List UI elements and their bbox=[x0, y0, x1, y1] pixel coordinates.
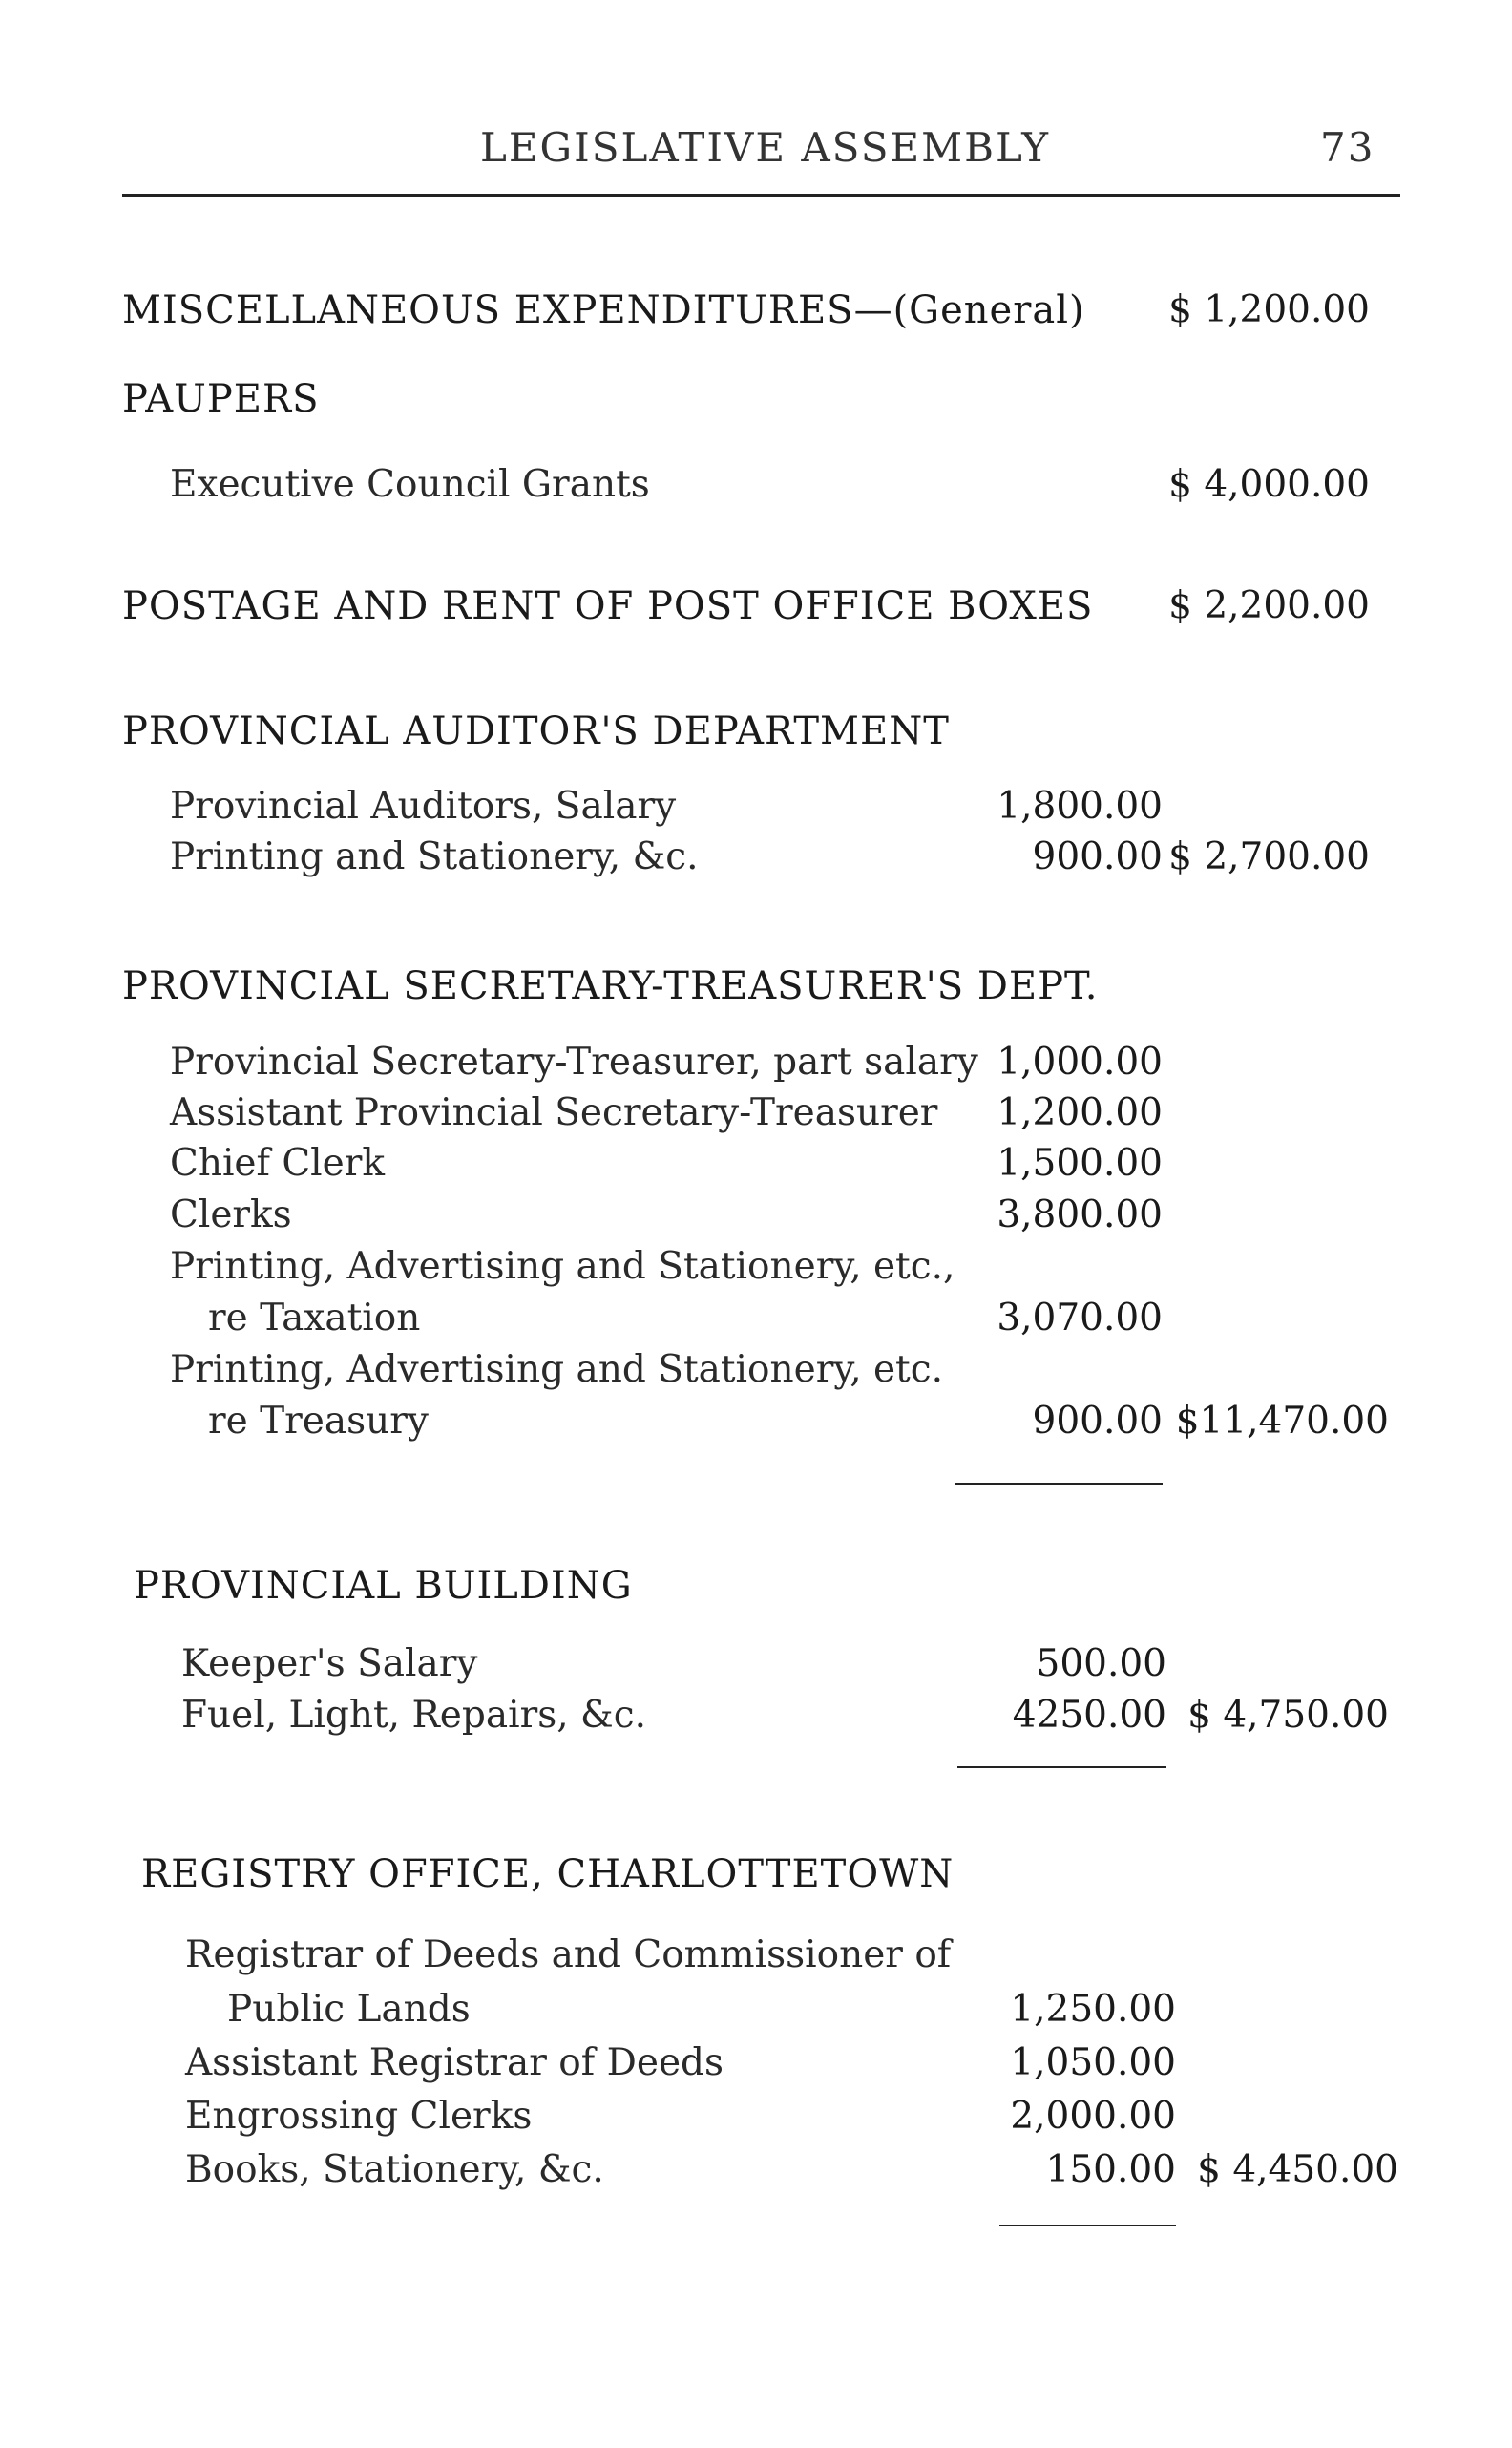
section-title-registry: REGISTRY OFFICE, CHARLOTTETOWN bbox=[141, 1852, 955, 1896]
section-total-postage: $ 2,200.00 bbox=[1168, 584, 1370, 627]
item-label: Keeper's Salary bbox=[181, 1642, 478, 1685]
item-label: Engrossing Clerks bbox=[185, 2095, 533, 2138]
item-label: Chief Clerk bbox=[170, 1142, 386, 1185]
item-label: Assistant Registrar of Deeds bbox=[185, 2041, 724, 2084]
item-continuation: re Taxation bbox=[208, 1297, 421, 1340]
item-amount: 1,000.00 bbox=[997, 1041, 1163, 1084]
item-label: Registrar of Deeds and Commissioner of bbox=[185, 1933, 952, 1976]
subtotal-rule bbox=[955, 1483, 1163, 1485]
section-title-paupers: PAUPERS bbox=[122, 377, 320, 421]
item-label: Books, Stationery, &c. bbox=[185, 2148, 604, 2191]
item-label: Printing, Advertising and Stationery, etc., bbox=[170, 1245, 956, 1288]
section-total-auditor: $ 2,700.00 bbox=[1168, 835, 1370, 878]
item-label: Printing, Advertising and Stationery, etc. bbox=[170, 1348, 943, 1391]
subtotal-rule bbox=[999, 2225, 1176, 2226]
section-total-miscellaneous: $ 1,200.00 bbox=[1168, 288, 1370, 331]
item-continuation: Public Lands bbox=[227, 1988, 471, 2031]
item-label: Fuel, Light, Repairs, &c. bbox=[181, 1694, 646, 1737]
item-amount: 900.00 bbox=[1032, 1400, 1163, 1443]
item-amount: 1,800.00 bbox=[997, 785, 1163, 828]
section-title-miscellaneous: MISCELLANEOUS EXPENDITURES—(General) bbox=[122, 288, 1085, 332]
section-title-postage: POSTAGE AND RENT OF POST OFFICE BOXES bbox=[122, 584, 1094, 628]
item-label: Assistant Provincial Secretary-Treasurer bbox=[170, 1091, 938, 1134]
item-amount: 1,500.00 bbox=[997, 1142, 1163, 1185]
item-amount: 3,800.00 bbox=[997, 1193, 1163, 1236]
section-total-building: $ 4,750.00 bbox=[1187, 1694, 1389, 1737]
item-amount: 1,050.00 bbox=[1010, 2041, 1176, 2084]
item-amount: 1,250.00 bbox=[1010, 1988, 1176, 2031]
item-amount: 500.00 bbox=[1036, 1642, 1166, 1685]
section-total-paupers: $ 4,000.00 bbox=[1168, 463, 1370, 506]
item-label: Executive Council Grants bbox=[170, 463, 650, 506]
item-amount: 4250.00 bbox=[1012, 1694, 1166, 1737]
page-number: 73 bbox=[1320, 124, 1376, 171]
running-header: LEGISLATIVE ASSEMBLY bbox=[480, 124, 1050, 171]
item-label: Clerks bbox=[170, 1193, 292, 1236]
section-total-secretary-treasurer: $11,470.00 bbox=[1175, 1400, 1389, 1443]
item-continuation: re Treasury bbox=[208, 1400, 429, 1443]
section-title-building: PROVINCIAL BUILDING bbox=[134, 1564, 633, 1608]
item-amount: 900.00 bbox=[1032, 835, 1163, 878]
section-total-registry: $ 4,450.00 bbox=[1197, 2148, 1398, 2191]
item-label: Provincial Secretary-Treasurer, part salary bbox=[170, 1041, 978, 1084]
item-amount: 2,000.00 bbox=[1010, 2095, 1176, 2138]
item-label: Provincial Auditors, Salary bbox=[170, 785, 677, 828]
section-title-secretary-treasurer: PROVINCIAL SECRETARY-TREASURER'S DEPT. bbox=[122, 964, 1099, 1008]
item-amount: 150.00 bbox=[1045, 2148, 1176, 2191]
item-label: Printing and Stationery, &c. bbox=[170, 835, 699, 878]
item-amount: 3,070.00 bbox=[997, 1297, 1163, 1340]
header-rule bbox=[122, 194, 1400, 197]
section-title-auditor: PROVINCIAL AUDITOR'S DEPARTMENT bbox=[122, 709, 950, 753]
item-amount: 1,200.00 bbox=[997, 1091, 1163, 1134]
subtotal-rule bbox=[957, 1766, 1166, 1768]
